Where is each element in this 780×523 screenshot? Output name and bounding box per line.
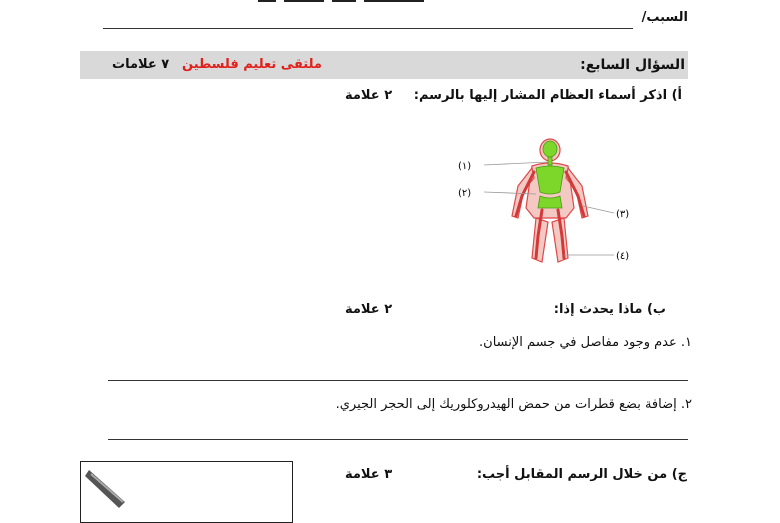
part-a-marks: ٢ علامة [345,88,393,103]
answer-line-reason [103,28,633,29]
part-b-item-2: ٢. إضافة بضع قطرات من حمض الهيدروكلوريك إلى الحجر الجيري. [335,397,692,412]
part-b-marks: ٢ علامة [345,302,393,317]
part-a-prompt: أ) اذكر أسماء العظام المشار إليها بالرسم: [413,88,682,103]
skeleton-figure [448,138,648,268]
brand-text: ملتقى تعليم فلسطين [182,57,322,72]
figure-label-1: (١) [458,161,472,172]
part-c-prompt: ج) من خلال الرسم المقابل أجب: [476,467,687,482]
part-c-marks: ٣ علامة [345,467,393,482]
question-marks: ٧ علامات [112,57,170,72]
figure-label-4: (٤) [616,251,630,262]
figure-label-3: (٣) [616,209,630,220]
bone-diagram-fragment [81,462,292,522]
figure-label-2: (٢) [458,188,472,199]
answer-line-2 [108,439,688,440]
answer-line-1 [108,380,688,381]
part-b-prompt: ب) ماذا يحدث إذا: [553,302,666,317]
part-c-figure-box [80,461,293,523]
skeleton-muscle-illustration [448,138,648,268]
cut-off-text-fragment [250,0,450,2]
reason-label: السبب/ [641,10,688,25]
part-b-item-1: ١. عدم وجود مفاصل في جسم الإنسان. [479,335,692,350]
question-title: السؤال السابع: [580,57,685,73]
